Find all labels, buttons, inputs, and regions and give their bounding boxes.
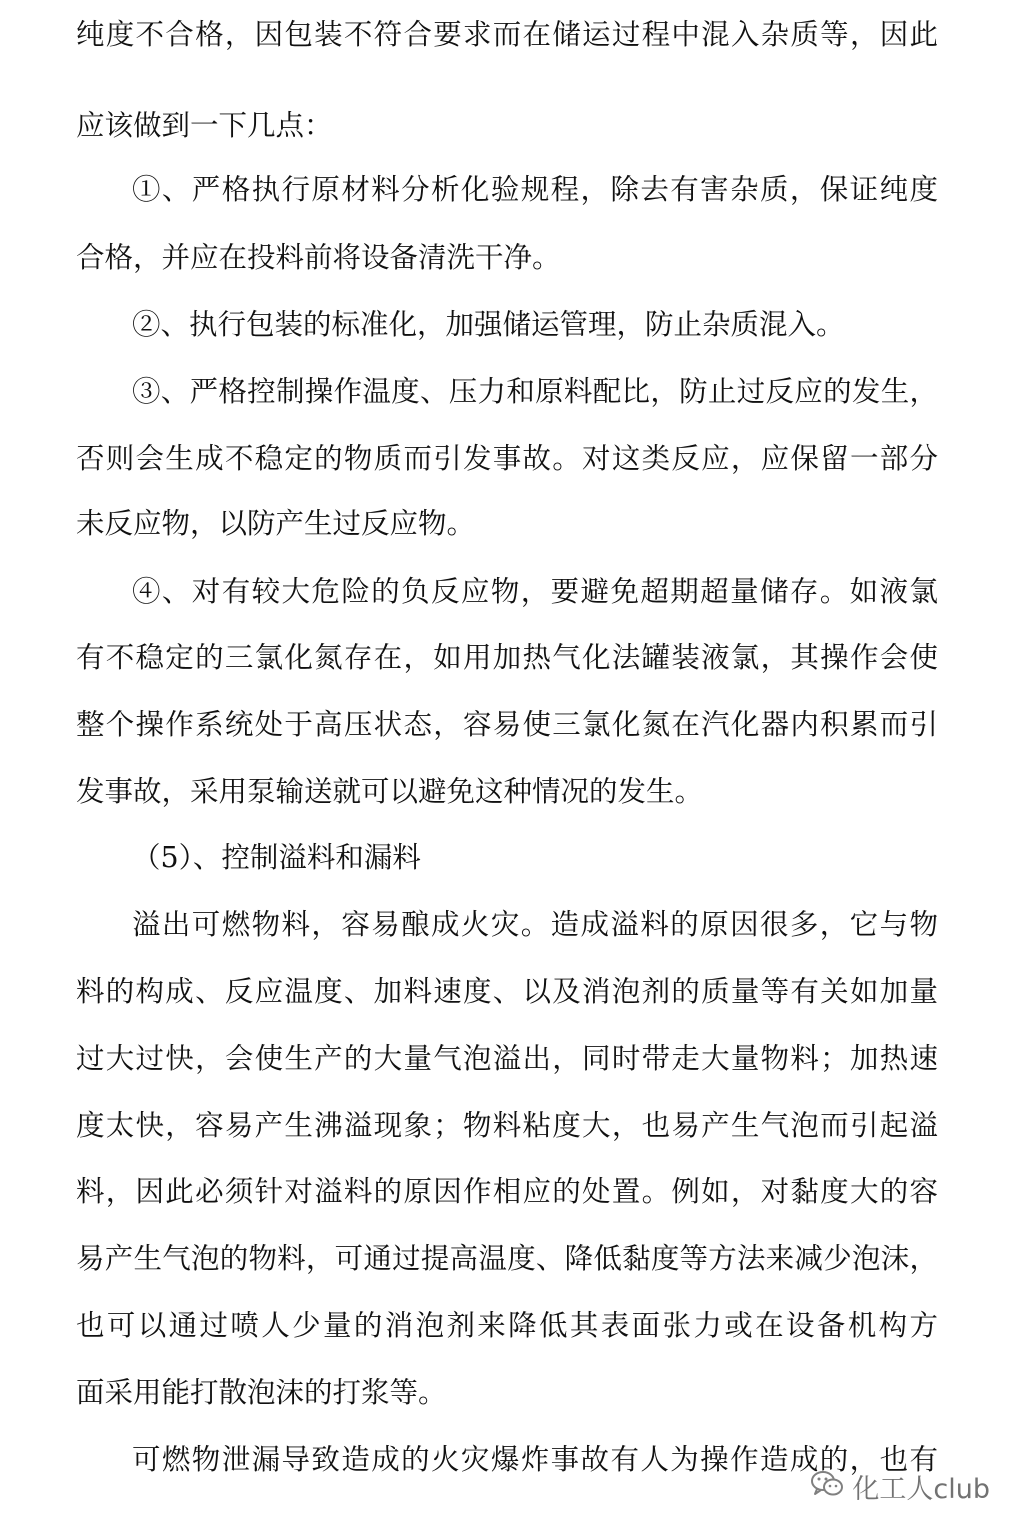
text-line: 纯度不合格，因包装不符合要求而在储运过程中混入杂质等，因此 [76, 18, 938, 51]
watermark [810, 1462, 990, 1510]
text-line: 也可以通过喷人少量的消泡剂来降低其表面张力或在设备机构方 [76, 1309, 938, 1342]
paragraph-first-line: ①、严格执行原材料分析化验规程，除去有害杂质，保证纯度 [132, 173, 938, 206]
text-line: 有不稳定的三氯化氮存在，如用加热气化法罐装液氯，其操作会使 [76, 641, 938, 674]
text-line: 度太快，容易产生沸溢现象；物料粘度大，也易产生气泡而引起溢 [76, 1109, 938, 1142]
text-line: 整个操作系统处于高压状态，容易使三氯化氮在汽化器内积累而引 [76, 708, 938, 741]
paragraph-first-line: ③、严格控制操作温度、压力和原料配比，防止过反应的发生， [132, 375, 938, 408]
watermark-text: 化工人club [852, 1473, 990, 1505]
text-line: 易产生气泡的物料，可通过提高温度、降低黏度等方法来减少泡沫， [76, 1242, 938, 1275]
text-line: 料，因此必须针对溢料的原因作相应的处置。例如，对黏度大的容 [76, 1175, 938, 1208]
text-line: 未反应物，以防产生过反应物。 [76, 507, 476, 540]
paragraph-first-line: ②、执行包装的标准化，加强储运管理，防止杂质混入。 [132, 308, 845, 341]
section-heading: （5）、控制溢料和漏料 [132, 841, 421, 874]
text-line: 否则会生成不稳定的物质而引发事故。对这类反应，应保留一部分 [76, 442, 938, 475]
text-line: 应该做到一下几点： [76, 109, 333, 142]
text-line: 面采用能打散泡沫的打浆等。 [76, 1376, 447, 1409]
text-line: 过大过快，会使生产的大量气泡溢出，同时带走大量物料；加热速 [76, 1042, 938, 1075]
text-line: 合格，并应在投料前将设备清洗干净。 [76, 241, 561, 274]
text-line: 发事故，采用泵输送就可以避免这种情况的发生。 [76, 775, 704, 808]
text-line: 料的构成、反应温度、加料速度、以及消泡剂的质量等有关如加量 [76, 975, 938, 1008]
paragraph-first-line: 溢出可燃物料，容易酿成火灾。造成溢料的原因很多，它与物 [132, 908, 938, 941]
wechat-icon [810, 1469, 844, 1503]
paragraph-first-line: 可燃物泄漏导致造成的火灾爆炸事故有人为操作造成的，也有 [132, 1443, 938, 1476]
paragraph-first-line: ④、对有较大危险的负反应物，要避免超期超量储存。如液氯 [132, 575, 938, 608]
